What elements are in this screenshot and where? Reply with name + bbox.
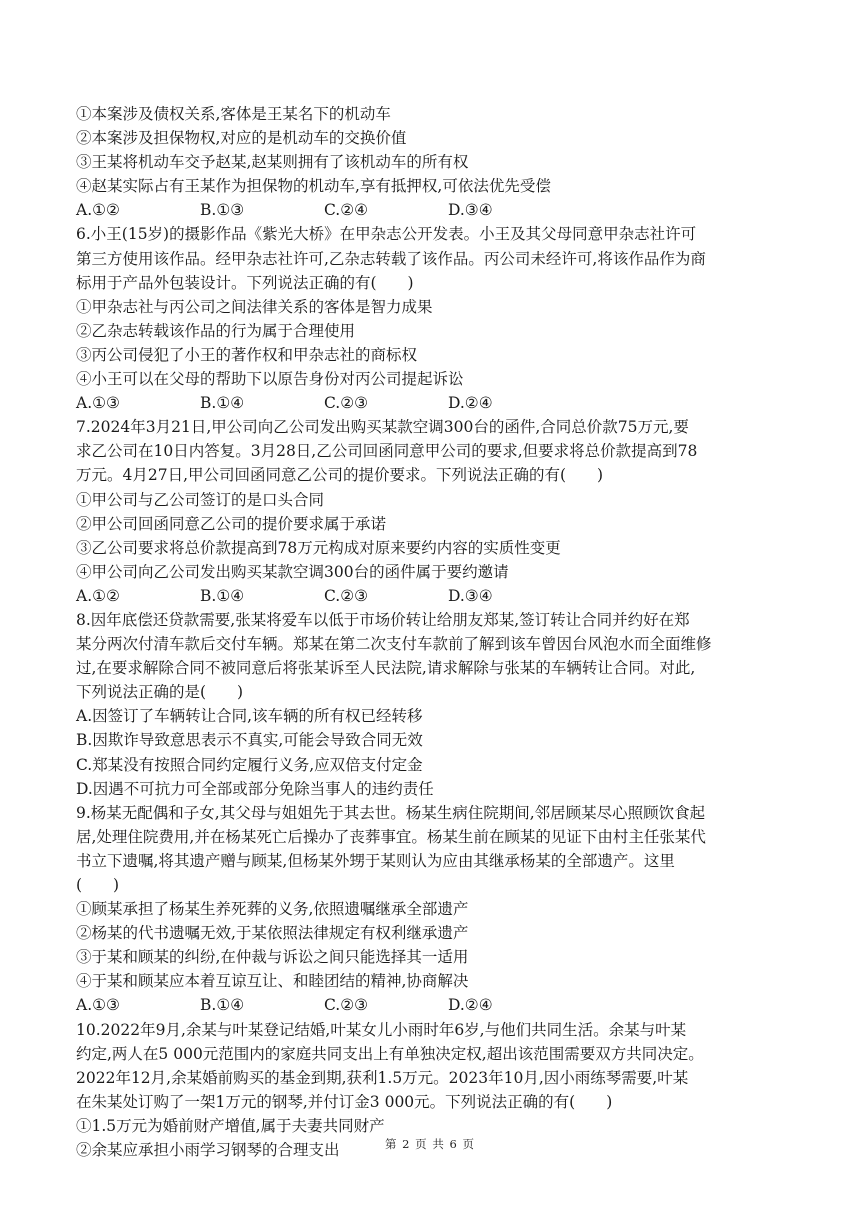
question-stem: 求乙公司在10日内答复。3月28日,乙公司回函同意甲公司的要求,但要求将总价款提高到78 [76,442,698,461]
option-c: C.②③ [324,586,369,605]
option-a: A.①③ [76,996,120,1015]
statement: ③王某将机动车交予赵某,赵某则拥有了该机动车的所有权 [76,153,469,172]
question-stem: 在朱某处订购了一架1万元的钢琴,并付订金3 000元。下列说法正确的有( ) [76,1092,613,1111]
question-7 [76,415,796,608]
statement: ①1.5万元为婚前财产增值,属于夫妻共同财产 [76,1116,385,1135]
answer-options [76,391,796,415]
option-d: D.③④ [448,201,493,220]
statement: ④甲公司向乙公司发出购买某款空调300台的函件属于要约邀请 [76,562,509,581]
option-d: D.②④ [448,394,493,413]
option-b: B.①④ [200,996,245,1015]
question-stem: 约定,两人在5 000元范围内的家庭共同支出上有单独决定权,超出该范围需要双方共同决定。 [76,1044,704,1063]
question-stem: 6.小王(15岁)的摄影作品《紫光大桥》在甲杂志公开发表。小王及其父母同意甲杂志社许可 [76,225,697,244]
option-a: A.①② [76,201,120,220]
question-stem: 10.2022年9月,余某与叶某登记结婚,叶某女儿小雨时年6岁,与他们共同生活。余某与叶某 [76,1020,687,1039]
option-a: A.①② [76,586,120,605]
option-b: B.①③ [200,201,245,220]
answer-options [76,993,796,1017]
statement: ①甲公司与乙公司签订的是口头合同 [76,490,325,509]
question-stem: ( ) [76,876,120,894]
question-9 [76,801,796,1018]
statement: ②杨某的代书遗嘱无效,于某依照法律规定有权利继承遗产 [76,924,469,943]
statement: ④赵某实际占有王某作为担保物的机动车,享有抵押权,可依法优先受偿 [76,177,551,196]
question-stem: 9.杨某无配偶和子女,其父母与姐姐先于其去世。杨某生病住院期间,邻居顾某尽心照顾饮食起 [76,803,706,822]
option-b: B.①④ [200,394,245,413]
option-c: C.②④ [324,201,369,220]
option-d: D.③④ [448,586,493,605]
statement: ④于某和顾某应本着互谅互让、和睦团结的精神,协商解决 [76,972,469,991]
choice-d: D.因遇不可抗力可全部或部分免除当事人的违约责任 [76,779,434,798]
statement: ②乙杂志转载该作品的行为属于合理使用 [76,321,356,340]
statement: ①本案涉及债权关系,客体是王某名下的机动车 [76,105,391,123]
statement: ④小王可以在父母的帮助下以原告身份对丙公司提起诉讼 [76,370,464,389]
statement: ②余某应承担小雨学习钢琴的合理支出 [76,1141,340,1160]
statement: ③于某和顾某的纠纷,在仲裁与诉讼之间只能选择其一适用 [76,948,469,967]
question-stem: 7.2024年3月21日,甲公司向乙公司发出购买某款空调300台的函件,合同总价款75万元,要 [76,418,689,437]
statement: ①顾某承担了杨某生养死葬的义务,依照遗嘱继承全部遗产 [76,900,469,919]
question-stem: 第三方使用该作品。经甲杂志社许可,乙杂志转载了该作品。丙公司未经许可,将该作品作为商 [76,249,706,268]
question-stem: 8.因年底偿还贷款需要,张某将爱车以低于市场价转让给朋友郑某,签订转让合同并约好在郑 [76,610,690,629]
question-stem: 万元。4月27日,甲公司回函同意乙公司的提价要求。下列说法正确的有( ) [76,466,604,485]
question-stem: 书立下遗嘱,将其遗产赠与顾某,但杨某外甥于某则认为应由其继承杨某的全部遗产。这里 [76,851,675,870]
statement: ③乙公司要求将总价款提高到78万元构成对原来要约内容的实质性变更 [76,538,561,557]
choice-b: B.因欺诈导致意思表示不真实,可能会导致合同无效 [76,731,423,750]
question-stem: 过,在要求解除合同不被同意后将张某诉至人民法院,请求解除与张某的车辆转让合同。对此, [76,659,696,678]
question-6 [76,222,796,415]
question-stem: 下列说法正确的是( ) [76,683,244,702]
statement: ②甲公司回函同意乙公司的提价要求属于承诺 [76,514,387,533]
option-c: C.②③ [324,996,369,1015]
question-8 [76,608,796,801]
page-footer: 第 2 页 共 6 页 [385,1137,475,1151]
option-b: B.①④ [200,586,245,605]
question-stem: 居,处理住院费用,并在杨某死亡后操办了丧葬事宜。杨某生前在顾某的见证下由村主任张某代 [76,827,706,846]
statement: ③丙公司侵犯了小王的著作权和甲杂志社的商标权 [76,345,418,364]
option-c: C.②③ [324,394,369,413]
statement: ①甲杂志社与丙公司之间法律关系的客体是智力成果 [76,297,433,316]
option-a: A.①③ [76,394,120,413]
question-5-remainder [76,102,796,222]
choice-a: A.因签订了车辆转让合同,该车辆的所有权已经转移 [76,707,423,726]
statement: ②本案涉及担保物权,对应的是机动车的交换价值 [76,129,407,148]
question-stem: 2022年12月,余某婚前购买的基金到期,获利1.5万元。2023年10月,因小雨练琴需要,叶某 [76,1068,689,1087]
answer-options [76,198,796,222]
question-stem: 标用于产品外包装设计。下列说法正确的有( ) [76,273,414,292]
option-d: D.②④ [448,996,493,1015]
answer-options [76,584,796,608]
choice-c: C.郑某没有按照合同约定履行义务,应双倍支付定金 [76,755,423,774]
exam-page-content [76,102,796,1162]
question-stem: 某分两次付清车款后交付车辆。郑某在第二次支付车款前了解到该车曾因台风泡水而全面维修 [76,635,712,654]
